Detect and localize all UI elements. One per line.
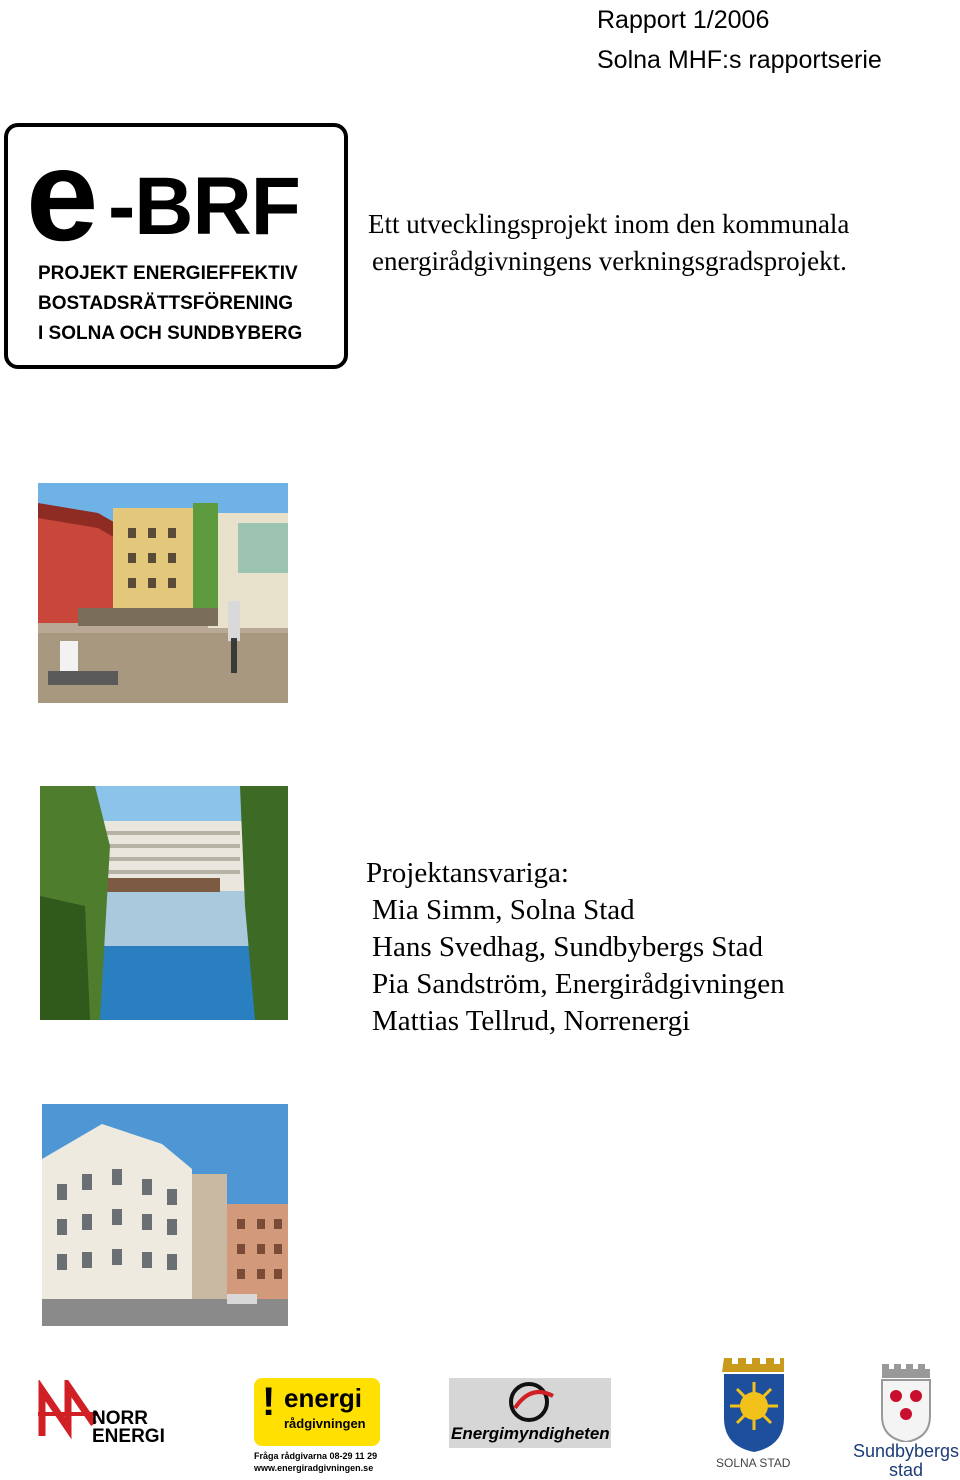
report-header — [597, 0, 882, 80]
sundbybergs-stad-logo — [852, 1364, 960, 1480]
sundbyberg-line-1: Sundbybergs — [852, 1441, 960, 1461]
energiradgivningen-logo — [252, 1378, 382, 1476]
norrenergi-line-1: NORR — [92, 1408, 148, 1429]
photo-waterfront — [40, 786, 288, 1020]
norrenergi-mark-icon — [38, 1380, 98, 1444]
responsible-heading: Projektansvariga: — [366, 857, 569, 889]
norrenergi-logo — [38, 1380, 166, 1448]
energimyndigheten-name: Energimyndigheten — [451, 1424, 610, 1443]
energiradgivningen-exclaim: ! — [262, 1380, 276, 1424]
sundbyberg-line-2: stad — [888, 1460, 924, 1480]
logo-line-2: BOSTADSRÄTTSFÖRENING — [38, 293, 294, 314]
energimyndigheten-mark-icon — [505, 1380, 555, 1424]
intro-line-2: energirådgivningens verkningsgradsprojekt. — [372, 246, 847, 276]
photo-buildings — [42, 1104, 288, 1326]
logo-brf-mark: -BRF — [108, 161, 300, 252]
energimyndigheten-logo — [449, 1378, 611, 1448]
intro-line-1: Ett utvecklingsprojekt inom den kommunala — [368, 209, 850, 239]
responsible-person: Pia Sandström, Energirådgivningen — [372, 968, 785, 1000]
responsible-person: Hans Svedhag, Sundbybergs Stad — [372, 931, 763, 963]
project-responsible — [366, 855, 785, 1040]
norrenergi-line-2: ENERGI — [92, 1426, 165, 1447]
solna-stad-name: SOLNA STAD — [716, 1456, 791, 1470]
report-series: Solna MHF:s rapportserie — [597, 46, 882, 74]
responsible-person: Mattias Tellrud, Norrenergi — [372, 1005, 691, 1037]
energiradgivningen-phone: Fråga rådgivarna 08-29 11 29 — [254, 1451, 378, 1461]
sundbyberg-crest-icon — [880, 1364, 932, 1442]
solna-stad-logo — [716, 1358, 792, 1472]
solna-crest-icon — [722, 1358, 786, 1452]
responsible-person: Mia Simm, Solna Stad — [372, 894, 635, 926]
intro-text — [368, 206, 849, 280]
energiradgivningen-subtitle: rådgivningen — [284, 1416, 366, 1431]
logo-line-3: I SOLNA OCH SUNDBYBERG — [38, 323, 303, 344]
energiradgivningen-web: www.energiradgivningen.se — [254, 1463, 374, 1473]
logo-e-mark: e — [26, 122, 95, 268]
photo-town-square — [38, 483, 288, 703]
energiradgivningen-title: energi — [284, 1383, 363, 1413]
report-number: Rapport 1/2006 — [597, 6, 770, 34]
logo-line-1: PROJEKT ENERGIEFFEKTIV — [38, 263, 298, 284]
